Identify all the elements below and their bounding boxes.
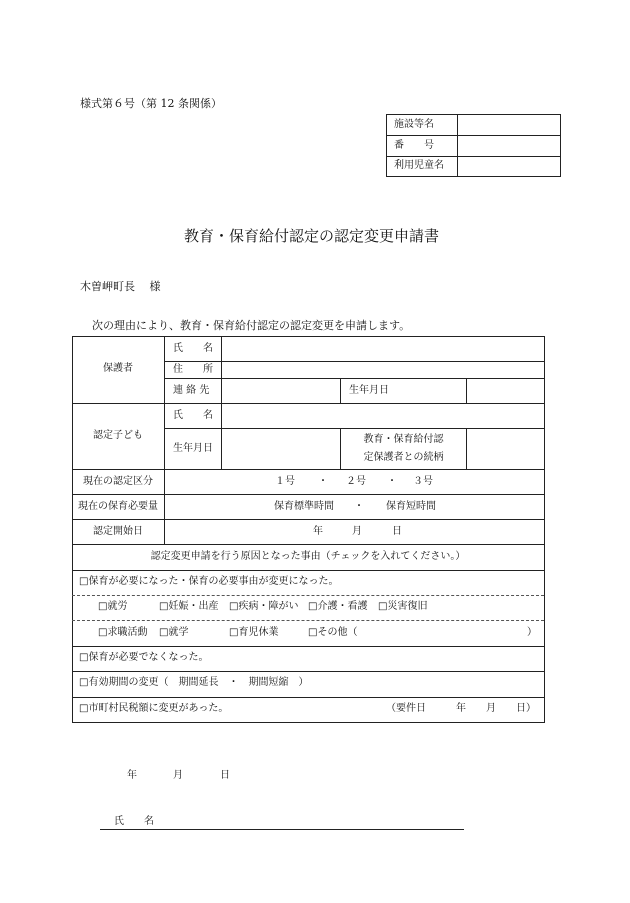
- child-name-field[interactable]: [222, 404, 544, 428]
- category-option-1[interactable]: １号: [275, 476, 295, 487]
- reason-pregnancy[interactable]: □妊娠・出産: [159, 601, 219, 612]
- facility-name-label: 施設等名: [394, 119, 434, 130]
- reason-not-needed[interactable]: □保育が必要でなくなった。: [79, 652, 209, 663]
- current-need-label: 現在の保育必要量: [78, 501, 158, 512]
- reason-disaster[interactable]: □災害復旧: [378, 601, 428, 612]
- reason-study[interactable]: □就学: [159, 627, 189, 638]
- guardian-name-label: 氏 名: [173, 343, 213, 354]
- child-name-field[interactable]: [458, 157, 560, 176]
- need-option-short[interactable]: 保育短時間: [386, 501, 436, 512]
- reason-validity-change[interactable]: □有効期間の変更（ 期間延長 ・ 期間短縮 ）: [79, 677, 309, 688]
- guardian-address-field[interactable]: [222, 362, 544, 378]
- reason-job-search[interactable]: □求職活動: [98, 627, 148, 638]
- reason-header: 認定変更申請を行う原因となった事由（チェックを入れてください。）: [150, 551, 466, 562]
- footer-day: 日: [220, 770, 230, 781]
- need-separator: ・: [354, 501, 364, 512]
- start-date-month: 月: [352, 526, 362, 537]
- reason-other-close: ）: [527, 627, 537, 638]
- relation-label-line1: 教育・保育給付認: [363, 434, 444, 445]
- number-field[interactable]: [458, 136, 560, 156]
- relation-field[interactable]: [467, 429, 544, 469]
- guardian-contact-field[interactable]: [222, 379, 340, 403]
- guardian-birthdate-field[interactable]: [467, 379, 544, 403]
- reason-childcare-leave[interactable]: □育児休業: [229, 627, 279, 638]
- child-label: 認定子ども: [93, 430, 143, 441]
- footer-name-label: 氏 名: [114, 816, 154, 827]
- signature-line[interactable]: [100, 829, 464, 830]
- document-title: 教育・保育給付認定の認定変更申請書: [184, 227, 440, 245]
- child-birthdate-field[interactable]: [222, 429, 340, 469]
- reason-tax-change[interactable]: □市町村民税額に変更があった。: [79, 703, 229, 714]
- category-separator-1: ・: [318, 476, 328, 487]
- start-date-field[interactable]: [165, 520, 544, 544]
- reason-need-changed[interactable]: □保育が必要になった・保育の必要事由が変更になった。: [79, 576, 339, 587]
- intro-text: 次の理由により、教育・保育給付認定の認定変更を申請します。: [92, 319, 411, 332]
- addressee: 木曽岬町長 様: [80, 280, 161, 293]
- guardian-address-label: 住 所: [173, 364, 213, 375]
- category-option-3[interactable]: ３号: [413, 476, 433, 487]
- form-number: 様式第６号（第 12 条関係）: [80, 97, 222, 110]
- relation-label-line2: 定保護者との続柄: [363, 452, 444, 463]
- category-option-2[interactable]: ２号: [346, 476, 366, 487]
- start-date-day: 日: [392, 526, 402, 537]
- start-date-year: 年: [313, 526, 323, 537]
- guardian-name-field[interactable]: [222, 337, 544, 361]
- reason-other[interactable]: □その他（: [308, 627, 358, 638]
- child-name-label: 利用児童名: [394, 160, 444, 171]
- footer-year: 年: [127, 770, 137, 781]
- category-separator-2: ・: [387, 476, 397, 487]
- guardian-label: 保護者: [103, 363, 133, 374]
- facility-name-field[interactable]: [458, 115, 560, 135]
- reason-work[interactable]: □就労: [98, 601, 128, 612]
- reason-other-field[interactable]: [368, 622, 526, 644]
- number-label: 番 号: [394, 140, 434, 151]
- requirement-date: （要件日 年 月 日）: [386, 703, 536, 714]
- child-name-label: 氏 名: [173, 410, 213, 421]
- child-birthdate-label: 生年月日: [173, 443, 213, 454]
- guardian-birthdate-label: 生年月日: [349, 385, 389, 396]
- current-category-label: 現在の認定区分: [83, 476, 153, 487]
- footer-month: 月: [173, 770, 183, 781]
- start-date-label: 認定開始日: [93, 526, 143, 537]
- reason-illness[interactable]: □疾病・障がい: [229, 601, 299, 612]
- need-option-standard[interactable]: 保育標準時間: [274, 501, 334, 512]
- reason-care[interactable]: □介護・看護: [308, 601, 368, 612]
- guardian-contact-label: 連 絡 先: [173, 385, 210, 396]
